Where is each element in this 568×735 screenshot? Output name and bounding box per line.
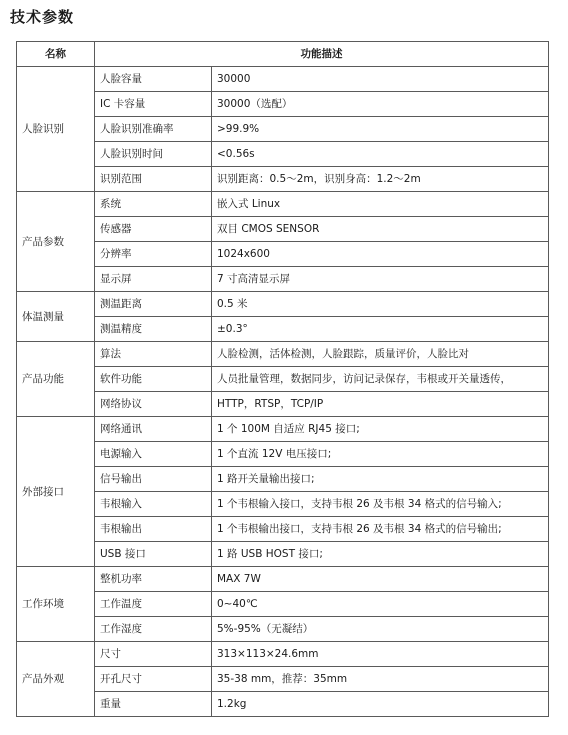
param-value-cell: 人员批量管理，数据同步，访问记录保存，韦根或开关量透传， <box>212 367 549 392</box>
param-value-cell: 1 路开关量输出接口; <box>212 467 549 492</box>
param-value-cell: 1 个韦根输出接口，支持韦根 26 及韦根 34 格式的信号输出; <box>212 517 549 542</box>
param-name-cell: 网络通讯 <box>95 417 212 442</box>
param-name-cell: 系统 <box>95 192 212 217</box>
param-name-cell: 测温精度 <box>95 317 212 342</box>
param-name-cell: 算法 <box>95 342 212 367</box>
param-value-cell: 0~40℃ <box>212 592 549 617</box>
param-value-cell: 5%-95%（无凝结） <box>212 617 549 642</box>
param-name-cell: 电源输入 <box>95 442 212 467</box>
table-row <box>17 492 549 517</box>
param-name-cell: IC 卡容量 <box>95 92 212 117</box>
page-title: 技术参数 <box>10 8 75 26</box>
table-row <box>17 592 549 617</box>
param-name-cell: 传感器 <box>95 217 212 242</box>
param-value-cell: 0.5 米 <box>212 292 549 317</box>
param-name-cell: 工作湿度 <box>95 617 212 642</box>
param-name-cell: 人脸识别时间 <box>95 142 212 167</box>
param-value-cell: 嵌入式 Linux <box>212 192 549 217</box>
param-value-cell: >99.9% <box>212 117 549 142</box>
table-row <box>17 342 549 367</box>
table-header-row <box>17 42 549 67</box>
table-row <box>17 467 549 492</box>
spec-table <box>16 41 549 717</box>
param-value-cell: 1 个韦根输入接口，支持韦根 26 及韦根 34 格式的信号输入; <box>212 492 549 517</box>
table-row <box>17 417 549 442</box>
table-row <box>17 167 549 192</box>
param-name-cell: 开孔尺寸 <box>95 667 212 692</box>
table-row <box>17 617 549 642</box>
category-cell: 产品参数 <box>17 192 95 292</box>
param-value-cell: 30000 <box>212 67 549 92</box>
table-row <box>17 667 549 692</box>
table-row <box>17 217 549 242</box>
header-name: 名称 <box>17 42 95 67</box>
table-row <box>17 542 549 567</box>
param-value-cell: MAX 7W <box>212 567 549 592</box>
param-value-cell: 35-38 mm，推荐：35mm <box>212 667 549 692</box>
table-row <box>17 267 549 292</box>
param-value-cell: 313×113×24.6mm <box>212 642 549 667</box>
param-name-cell: 韦根输出 <box>95 517 212 542</box>
param-value-cell: 1 个 100M 自适应 RJ45 接口; <box>212 417 549 442</box>
param-value-cell: 1 个直流 12V 电压接口; <box>212 442 549 467</box>
category-cell: 人脸识别 <box>17 67 95 192</box>
param-name-cell: 软件功能 <box>95 367 212 392</box>
param-value-cell: 双目 CMOS SENSOR <box>212 217 549 242</box>
param-value-cell: HTTP，RTSP，TCP/IP <box>212 392 549 417</box>
table-row <box>17 367 549 392</box>
param-value-cell: 识别距离：0.5～2m，识别身高：1.2～2m <box>212 167 549 192</box>
table-row <box>17 292 549 317</box>
param-name-cell: 人脸容量 <box>95 67 212 92</box>
param-name-cell: 网络协议 <box>95 392 212 417</box>
param-value-cell: <0.56s <box>212 142 549 167</box>
param-value-cell: 人脸检测，活体检测，人脸跟踪，质量评价，人脸比对 <box>212 342 549 367</box>
header-desc: 功能描述 <box>95 42 549 67</box>
param-value-cell: 7 寸高清显示屏 <box>212 267 549 292</box>
spec-body <box>17 67 549 717</box>
param-value-cell: ±0.3° <box>212 317 549 342</box>
table-row <box>17 567 549 592</box>
table-row <box>17 692 549 717</box>
table-row <box>17 67 549 92</box>
table-row <box>17 317 549 342</box>
param-name-cell: 重量 <box>95 692 212 717</box>
table-row <box>17 142 549 167</box>
param-name-cell: 韦根输入 <box>95 492 212 517</box>
table-row <box>17 392 549 417</box>
category-cell: 产品功能 <box>17 342 95 417</box>
table-row <box>17 242 549 267</box>
param-name-cell: 信号输出 <box>95 467 212 492</box>
category-cell: 外部接口 <box>17 417 95 567</box>
param-value-cell: 1024x600 <box>212 242 549 267</box>
table-row <box>17 117 549 142</box>
param-name-cell: 工作温度 <box>95 592 212 617</box>
param-name-cell: 识别范围 <box>95 167 212 192</box>
param-name-cell: 整机功率 <box>95 567 212 592</box>
table-row <box>17 642 549 667</box>
param-value-cell: 30000（选配） <box>212 92 549 117</box>
category-cell: 产品外观 <box>17 642 95 717</box>
param-name-cell: 显示屏 <box>95 267 212 292</box>
table-row <box>17 192 549 217</box>
param-name-cell: 测温距离 <box>95 292 212 317</box>
param-name-cell: 人脸识别准确率 <box>95 117 212 142</box>
table-row <box>17 517 549 542</box>
param-value-cell: 1.2kg <box>212 692 549 717</box>
category-cell: 工作环境 <box>17 567 95 642</box>
param-name-cell: USB 接口 <box>95 542 212 567</box>
param-name-cell: 分辨率 <box>95 242 212 267</box>
param-value-cell: 1 路 USB HOST 接口; <box>212 542 549 567</box>
table-row <box>17 92 549 117</box>
category-cell: 体温测量 <box>17 292 95 342</box>
table-row <box>17 442 549 467</box>
param-name-cell: 尺寸 <box>95 642 212 667</box>
